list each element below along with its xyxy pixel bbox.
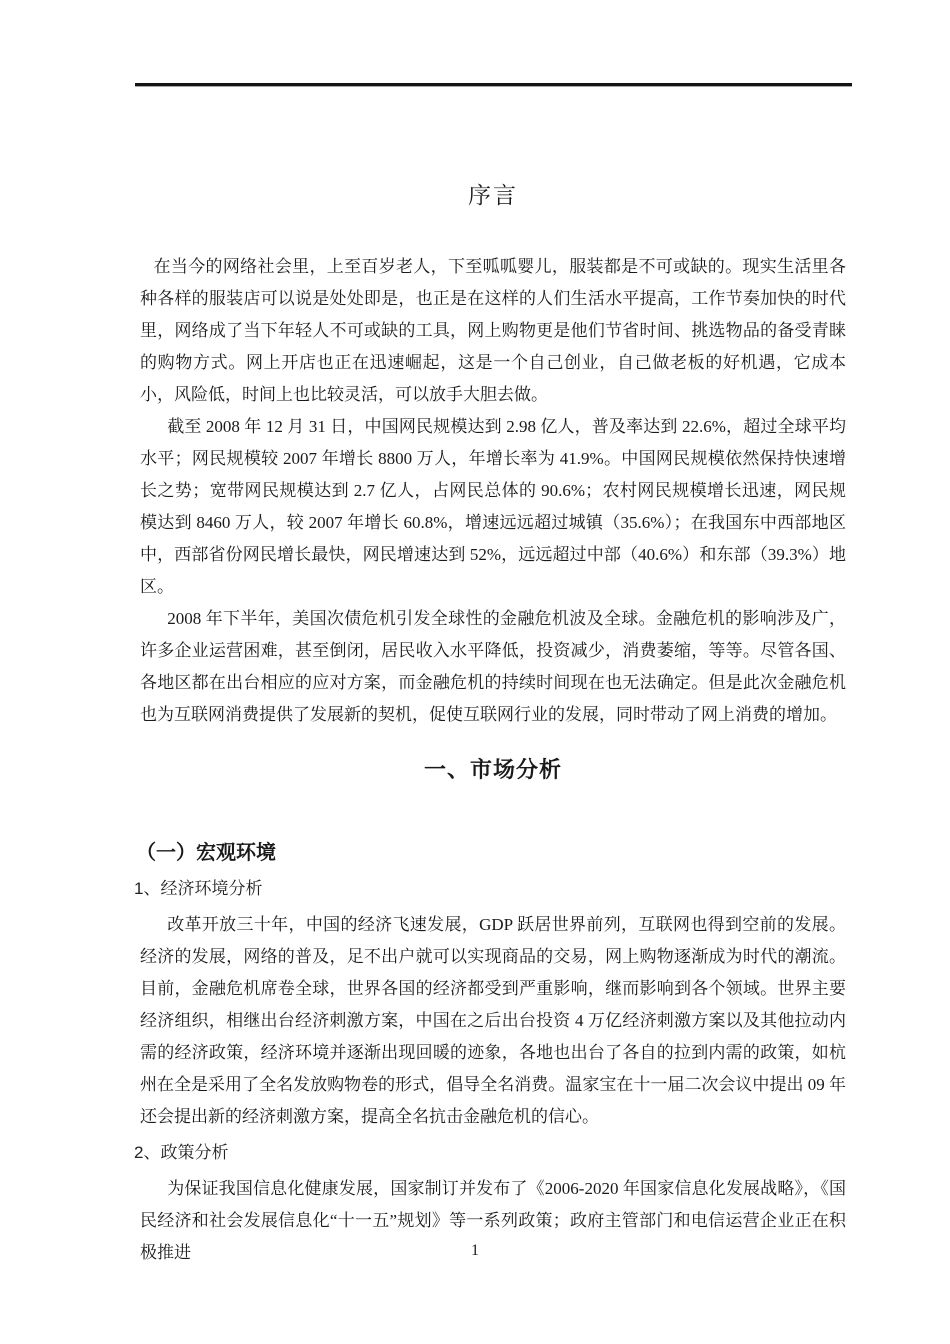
preface-paragraph-3: 2008 年下半年，美国次债危机引发全球性的金融危机波及全球。金融危机的影响涉及广，许多企业运营困难，甚至倒闭，居民收入水平降低，投资减少，消费萎缩，等等。尽管各国、各地区都在出台相应的应对方案，而金融危机的持续时间现在也无法确定。但是此次金融危机也为互联网消费提供了发展新的契机，促使互联网行业的发展，同时带动了网上消费的增加。: [140, 609, 846, 724]
section-heading-market-analysis: 一、市场分析: [423, 757, 562, 782]
item-heading-economic-environment: 1、经济环境分析: [134, 879, 263, 898]
preface-paragraph-1: 在当今的网络社会里，上至百岁老人，下至呱呱婴儿，服装都是不可或缺的。现实生活里各种各样的服装店可以说是处处即是，也正是在这样的人们生活水平提高，工作节奏加快的时代里，网络成了当下年轻人不可或缺的工具，网上购物更是他们节省时间、挑选物品的备受青睐的购物方式。网上开店也正在迅速崛起，这是一个自己创业，自己做老板的好机遇，它成本小，风险低，时间上也比较灵活，可以放手大胆去做。: [140, 257, 846, 404]
document-title: 序言: [468, 183, 518, 208]
page-content: [134, 0, 846, 1269]
item-heading-policy-analysis: 2、政策分析: [134, 1143, 229, 1162]
page-number: 1: [471, 1242, 479, 1259]
preface-paragraph-2: 截至 2008 年 12 月 31 日，中国网民规模达到 2.98 亿人，普及率达到 22.6%，超过全球平均水平；网民规模较 2007 年增长 8800 万人，年增长率为 41.9%。中国网民规模依然保持快速增长之势；宽带网民规模达到 2.7 亿人，占网民总体的 90.6%；农村网民规模增长迅速，网民规模达到 8460 万人，较 2007 年增长 60.8%，增速远远超过城镇（35.6%）；在我国东中西部地区中，西部省份网民增长最快，网民增速达到 52%，远远超过中部（40.6%）和东部（39.3%）地区。: [140, 417, 846, 596]
policy-analysis-paragraph: 为保证我国信息化健康发展，国家制订并发布了《2006-2020 年国家信息化发展战略》，《国民经济和社会发展信息化“十一五”规划》等一系列政策；政府主管部门和电信运营企业正在积极推进: [140, 1179, 846, 1262]
sub-heading-macro-environment: （一）宏观环境: [136, 842, 276, 864]
header-divider-rule: [135, 83, 852, 87]
economic-environment-paragraph: 改革开放三十年，中国的经济飞速发展，GDP 跃居世界前列，互联网也得到空前的发展。经济的发展，网络的普及，足不出户就可以实现商品的交易，网上购物逐渐成为时代的潮流。目前，金融危机席卷全球，世界各国的经济都受到严重影响，继而影响到各个领域。世界主要经济组织，相继出台经济刺激方案，中国在之后出台投资 4 万亿经济刺激方案以及其他拉动内需的经济政策，经济环境并逐渐出现回暖的迹象，各地也出台了各自的拉到内需的政策，如杭州在全是采用了全名发放购物卷的形式，倡导全名消费。温家宝在十一届二次会议中提出 09 年还会提出新的经济刺激方案，提高全名抗击金融危机的信心。: [140, 915, 846, 1126]
